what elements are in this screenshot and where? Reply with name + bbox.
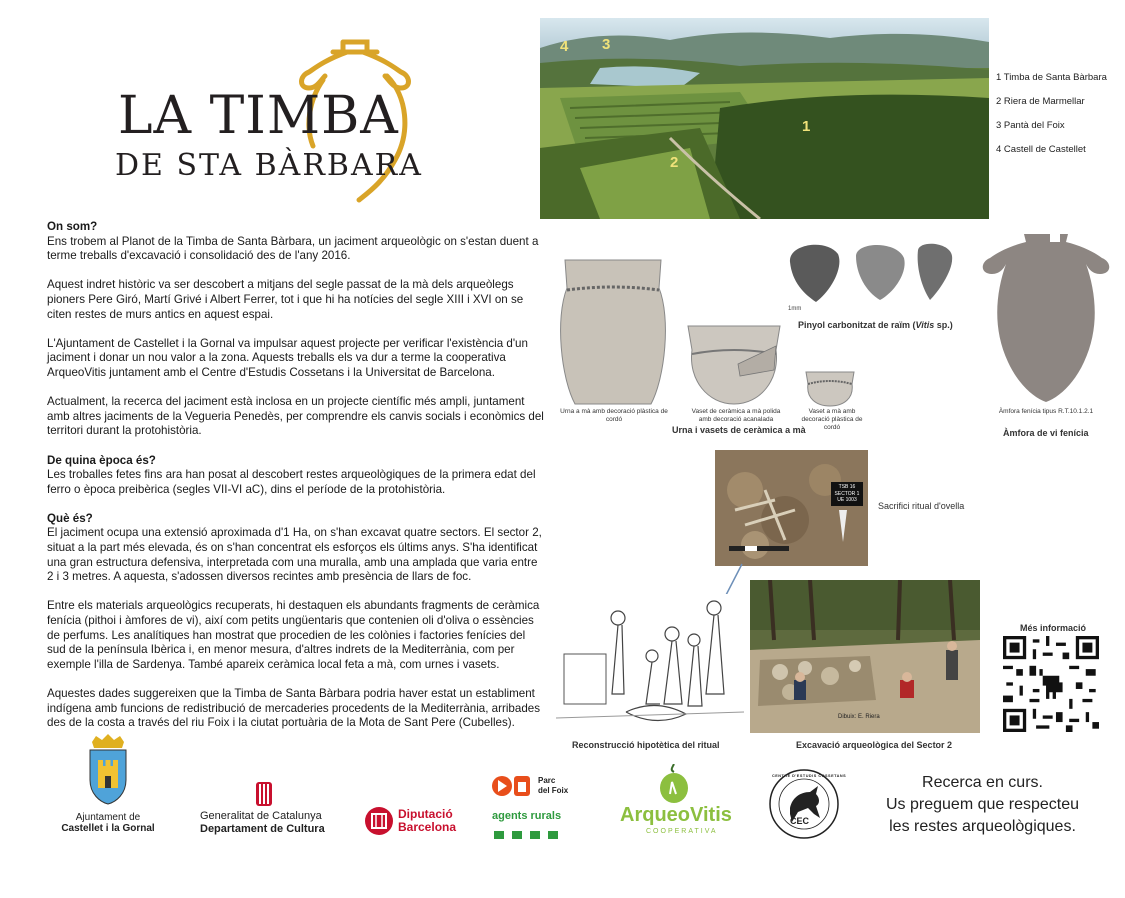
arqueovitis-sublabel: COOPERATIVA <box>646 828 718 835</box>
legend-item: 3 Pantà del Foix <box>996 120 1065 131</box>
urn-drawing <box>553 258 673 406</box>
agents-rurals-bars <box>494 826 558 844</box>
arqueovitis-label: ArqueoVitis <box>620 804 732 826</box>
urn-caption: Urna a mà amb decoració plàstica de cordó <box>560 408 668 423</box>
generalitat-logo-icon <box>254 780 274 808</box>
drawing-credit: Dibuix: E. Riera <box>838 714 880 720</box>
aerial-marker: 1 <box>802 118 811 135</box>
bar-icon <box>530 831 540 839</box>
generalitat-label: Generalitat de Catalunya Departament de Cultura <box>200 810 325 835</box>
excavation-title: Excavació arqueològica del Sector 2 <box>796 740 953 750</box>
legend-item: 1 Timba de Santa Bàrbara <box>996 72 1107 83</box>
small-vase-caption: Vaset a mà amb decoració plàstica de cordó <box>801 408 863 431</box>
amphora-title: Àmfora de vi fenícia <box>1003 428 1089 438</box>
excavation-image <box>750 580 980 733</box>
grape-seeds-image <box>786 238 962 304</box>
cec-ring-text: CENTRE D'ESTUDIS COSSETANS <box>772 774 847 778</box>
paragraph: Aquest indret històric va ser descobert a mitjans del segle passat de la mà dels arqueòlegs pioners Pere Giró, Martí Grivé i Albert Ferrer, tot i que hi ha notícies del segle XIII i XVI on se citen restes de murs antics en aquest espai. <box>47 278 524 321</box>
legend-item: 4 Castell de Castellet <box>996 144 1086 155</box>
arqueovitis-logo-icon <box>658 764 690 804</box>
paragraph: L'Ajuntament de Castellet i la Gornal va impulsar aquest projecte per verificar l'existència d'un jaciment i donar un nou valor a la zona. Aquests treballs els va dur a terme la cooperativa ArqueoVitis juntament amb el Centre d'Estudis Cossetans i la Universitat de Barcelona. <box>47 336 528 379</box>
parc-label: Parc del Foix <box>538 776 569 795</box>
ceramics-title: Urna i vasets de ceràmica a mà <box>672 425 806 435</box>
cec-logo-icon <box>768 768 847 840</box>
excavation-photo <box>750 580 980 733</box>
sacrifice-title: Sacrifici ritual d'ovella <box>878 501 965 511</box>
vase-caption: Vaset de ceràmica a mà polida amb decoració acanalada <box>691 408 781 423</box>
section-heading: On som? <box>47 220 98 233</box>
sacrifice-photo <box>715 450 868 566</box>
aerial-marker: 2 <box>670 154 679 171</box>
vase-drawing <box>686 324 782 406</box>
section-heading: De quina època és? <box>47 453 156 467</box>
section-heading: Què és? <box>47 511 93 525</box>
small-vase-drawing <box>804 370 856 408</box>
aerial-photo <box>540 18 989 219</box>
paragraph: Aquestes dades suggereixen que la Timba de Santa Bàrbara podria haver estat un establiment indígena amb funcions de redistribució de mercaderies procedents de la Mediterrània, arribades des de la costa a través del riu Foix i la ciutat portuària de la Mota de Sant Pere (Cubelles). <box>47 687 541 730</box>
bar-icon <box>548 831 558 839</box>
paragraph: Ens trobem al Planot de la Timba de Santa Bàrbara, un jaciment arqueològic on s'estan duent a terme treballs d'excavació i consolidació des de l'any 2016. <box>47 234 539 263</box>
logo-subtitle: DE STA BÀRBARA <box>115 148 423 183</box>
seed-title: Pinyol carbonitzat de raïm (Vitis sp.) <box>798 320 953 330</box>
qr-label: Més informació <box>1020 623 1087 633</box>
reconstruction-title: Reconstrucció hipotètica del ritual <box>572 740 720 750</box>
sacrifice-image <box>715 450 868 566</box>
ritual-reconstruction-drawing <box>556 594 744 734</box>
legend-item: 2 Riera de Marmellar <box>996 96 1085 107</box>
text-column <box>47 220 547 745</box>
paragraph: Actualment, la recerca del jaciment està inclosa en un projecte científic més ampli, juntament amb altres jaciments de la Vegueria Penedès, per comprendre els canvis socials i econòmics del territori durant la protohistòria. <box>47 395 544 438</box>
diputacio-logo-icon <box>364 806 394 836</box>
bar-icon <box>512 831 522 839</box>
paragraph: Entre els materials arqueològics recuperats, hi destaquen els abundants fragments de ceràmica fenícia (pithoi i àmfores de vi), així com petits ungüentaris que contenien oli d'oliva o essències de perfums. Les analítiques han mostrat que procedien de les colònies i factories fenícies del sud de la península Ibèrica i, en menor mesura, d'altres indrets de la Mediterrània, com per exemple l'illa de Sardenya. També apareix ceràmica local feta a mà, com urnes i vasets. <box>47 599 540 671</box>
aerial-legend <box>996 66 1107 162</box>
aerial-marker: 4 <box>560 38 569 55</box>
paragraph: Les troballes fetes fins ara han posat al descobert restes arqueològiques de la primera edat del ferro o època preibèrica (segles VII-VI aC), dins el període de la protohistòria. <box>47 468 536 496</box>
notice-text: Recerca en curs. Us preguem que respecteu les restes arqueològiques. <box>886 774 1079 835</box>
agents-rurals-label: agents rurals <box>492 810 562 822</box>
aerial-marker: 3 <box>602 36 611 53</box>
amphora-drawing <box>978 232 1114 404</box>
diputacio-label: Diputació Barcelona <box>398 807 457 834</box>
parc-del-foix-logo-icon <box>492 774 532 798</box>
sample-tag: TSB 16 SECTOR 1 UE 1003 <box>831 482 863 506</box>
logo-title: LA TIMBA <box>118 86 399 146</box>
seed-scale: 1mm <box>788 306 802 312</box>
bar-icon <box>494 831 504 839</box>
qr-code-icon[interactable] <box>1003 636 1099 732</box>
amphora-caption: Àmfora fenícia tipus R.T.10.1.2.1 <box>998 408 1094 415</box>
castellet-coat-of-arms-icon <box>86 734 130 806</box>
cec-label: CEC <box>790 816 810 826</box>
paragraph: El jaciment ocupa una extensió aproximada d'1 Ha, on s'han excavat quatre sectors. El sector 2, situat a la part més elevada, és on s'han concentrat els esforços els últims anys. S'ha identificat una gran estructura defensiva, interpretada com una muralla, amb una amplada que varia entre 2 i 3 metres. A aquesta, s'adossen diversos recintes amb presència de llars de foc. <box>47 526 542 584</box>
ajuntament-label: Ajuntament de Castellet i la Gornal <box>61 812 155 834</box>
